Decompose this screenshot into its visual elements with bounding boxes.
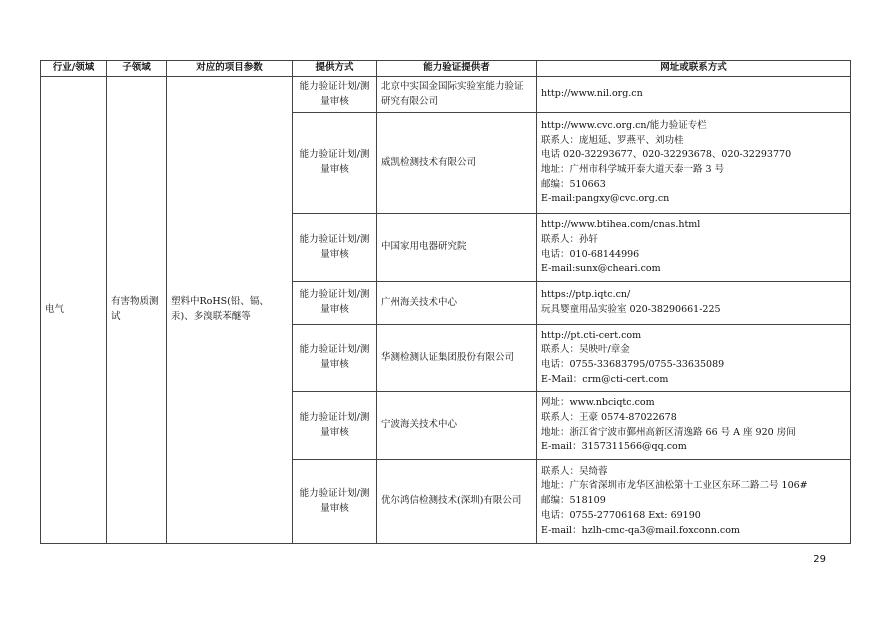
provider-cell: 中国家用电器研究院 [377, 214, 537, 282]
contact-line: http://pt.cti-cert.com [541, 329, 642, 341]
provider-cell: 威凯检测技术有限公司 [377, 113, 537, 214]
contact-cell [537, 325, 851, 392]
provider-cell: 华测检测认证集团股份有限公司 [377, 325, 537, 392]
contact-line: 地址：浙江省宁波市鄞州高新区清逸路 66 号 A 座 920 房间 [541, 426, 796, 438]
contact-line: 地址：广州市科学城开泰大道天泰一路 3 号 [541, 164, 725, 175]
provider-cell: 优尔鸿信检测技术(深圳)有限公司 [377, 460, 537, 544]
contact-line: http://www.cvc.org.cn/能力验证专栏 [541, 119, 707, 131]
header-contact: 网址或联系方式 [537, 61, 851, 77]
method-cell: 能力验证计划/测量审核 [293, 282, 377, 325]
contact-line: 电话：010-68144996 [541, 248, 640, 260]
contact-line: https://ptp.iqtc.cn/ [541, 289, 631, 301]
contact-cell [537, 282, 851, 325]
contact-line: 邮编：510663 [541, 178, 606, 190]
contact-cell [537, 460, 851, 544]
contact-line: 联系人：庞旭延、罗燕平、刘功桂 [541, 134, 684, 146]
contact-line: 电话：0755-33683795/0755-33635089 [541, 359, 725, 370]
table-body [41, 77, 851, 544]
header-method: 提供方式 [293, 61, 377, 77]
method-cell: 能力验证计划/测量审核 [293, 214, 377, 282]
contact-line: E-mail:sunx@cheari.com [541, 263, 661, 275]
contact-line: 联系人：吴绮蓉 [541, 465, 608, 477]
contact-line: 电话 020-32293677、020-32293678、020-32293770 [541, 149, 792, 161]
method-cell: 能力验证计划/测量审核 [293, 77, 377, 113]
contact-cell [537, 392, 851, 460]
provider-cell: 北京中实国金国际实验室能力验证研究有限公司 [377, 77, 537, 113]
provider-cell: 广州海关技术中心 [377, 282, 537, 325]
header-row [41, 61, 851, 77]
contact-line: 联系人：王豪 0574-87022678 [541, 411, 677, 423]
method-cell: 能力验证计划/测量审核 [293, 392, 377, 460]
contact-cell [537, 77, 851, 113]
contact-line: http://www.btihea.com/cnas.html [541, 219, 701, 231]
contact-line: E-Mail：crm@cti-cert.com [541, 373, 669, 385]
contact-line: E-mail:pangxy@cvc.org.cn [541, 193, 670, 205]
contact-cell [537, 214, 851, 282]
contact-line: 联系人：吴映叶/章金 [541, 344, 630, 356]
table-row [41, 77, 851, 113]
contact-line: 网址：www.nbciqtc.com [541, 397, 655, 409]
subdomain-cell: 有害物质测试 [107, 77, 167, 544]
header-parameter: 对应的项目参数 [167, 61, 293, 77]
contact-line: 邮编：518109 [541, 495, 606, 507]
header-provider: 能力验证提供者 [377, 61, 537, 77]
contact-cell [537, 113, 851, 214]
method-cell: 能力验证计划/测量审核 [293, 113, 377, 214]
contact-line: http://www.nil.org.cn [541, 88, 643, 100]
contact-line: E-mail：hzlh-cmc-qa3@mail.foxconn.com [541, 524, 740, 536]
method-cell: 能力验证计划/测量审核 [293, 460, 377, 544]
proficiency-testing-table [40, 60, 851, 544]
contact-line: 电话：0755-27706168 Ext: 69190 [541, 509, 701, 521]
industry-cell: 电气 [41, 77, 107, 544]
parameter-cell: 塑料中RoHS(铅、镉、汞)、多溴联苯醚等 [167, 77, 293, 544]
provider-cell: 宁波海关技术中心 [377, 392, 537, 460]
header-subdomain: 子领域 [107, 61, 167, 77]
header-industry: 行业/领域 [41, 61, 107, 77]
method-cell: 能力验证计划/测量审核 [293, 325, 377, 392]
contact-line: E-mail：3157311566@qq.com [541, 441, 687, 453]
contact-line: 地址：广东省深圳市龙华区油松第十工业区东环二路二号 106# [541, 480, 808, 492]
page-number: 29 [813, 554, 826, 565]
contact-line: 联系人：孙轩 [541, 233, 599, 245]
contact-line: 玩具婴童用品实验室 020-38290661-225 [541, 304, 721, 315]
